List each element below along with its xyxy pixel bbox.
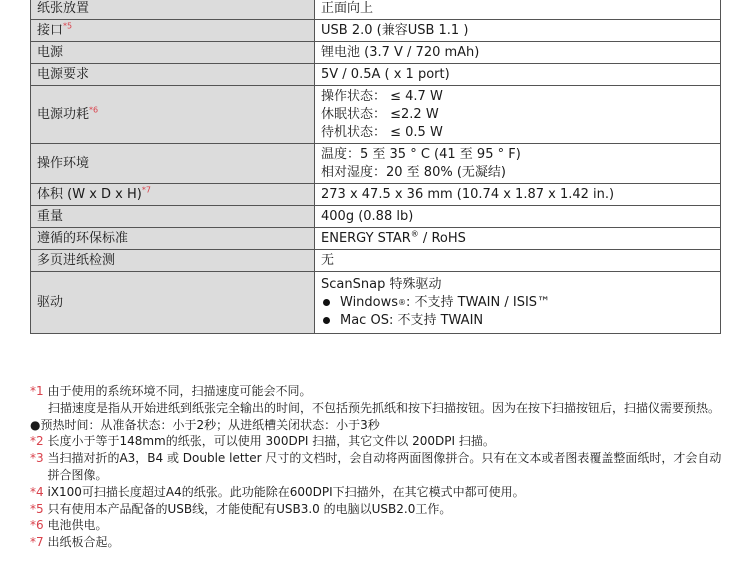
spec-value-cell: [315, 144, 721, 184]
footnote-ref: *7: [141, 185, 151, 195]
spec-label: 电源: [37, 44, 64, 60]
spec-label-cell: [31, 184, 315, 206]
spec-label: 接口: [37, 22, 64, 38]
footnote: [30, 501, 730, 518]
spec-row: [31, 0, 721, 20]
footnote: [30, 534, 730, 551]
spec-value-line: 休眠状态： ≤2.2 W: [321, 106, 439, 122]
spec-row: [31, 144, 721, 184]
spec-label-cell: [31, 250, 315, 272]
spec-value-cell: [315, 86, 721, 144]
footnote-ref: *5: [63, 21, 73, 31]
footnote-text: iX100可扫描长度超过A4的纸张。此功能除在600DPI下扫描外，在其它模式中都可使用。: [47, 484, 525, 499]
spec-value-line: ScanSnap 特殊驱动: [321, 276, 442, 292]
mac-text: Mac OS: 不支持 TWAIN: [340, 312, 484, 328]
spec-label-cell: [31, 144, 315, 184]
spec-label: 电源要求: [37, 66, 90, 82]
eco-standard: [321, 230, 714, 248]
driver-mac: [321, 312, 714, 330]
spec-value-line: 无: [321, 252, 335, 268]
footnote: [30, 417, 730, 434]
spec-label-cell: [31, 0, 315, 20]
footnote: [30, 517, 730, 534]
footnote-text: 出纸板合起。: [47, 535, 120, 550]
spec-row: [31, 20, 721, 42]
spec-value-line: 400g (0.88 lb): [321, 208, 414, 224]
spec-value-cell: [315, 206, 721, 228]
bullet-icon: [323, 317, 330, 324]
spec-value-line: 操作状态： ≤ 4.7 W: [321, 88, 443, 104]
footnote: [30, 433, 730, 450]
registered-mark: ®: [410, 229, 419, 239]
spec-value-cell: [315, 42, 721, 64]
spec-row: [31, 206, 721, 228]
spec-row: [31, 184, 721, 206]
footnote-mark: *5: [30, 501, 48, 516]
bullet-icon: [323, 299, 330, 306]
spec-value-line: 相对湿度：20 至 80% (无凝结): [321, 164, 506, 180]
spec-row: [31, 86, 721, 144]
spec-value-line: USB 2.0 (兼容USB 1.1 ): [321, 22, 469, 38]
spec-value-line: 273 x 47.5 x 36 mm (10.74 x 1.87 x 1.42 in.): [321, 186, 615, 202]
spec-label: 多页进纸检测: [37, 252, 116, 268]
spec-value-line: 锂电池 (3.7 V / 720 mAh): [321, 44, 480, 60]
spec-value-cell: [315, 272, 721, 334]
windows-support-text: : 不支持 TWAIN / ISIS™: [406, 294, 551, 310]
footnote-text: 只有使用本产品配备的USB线，才能使配有USB3.0 的电脑以USB2.0工作。: [47, 501, 452, 516]
footnote-text: 由于使用的系统环境不同，扫描速度可能会不同。: [47, 384, 312, 398]
spec-row: [31, 250, 721, 272]
footnote-mark: *1: [30, 384, 48, 398]
spec-label: 遵循的环保标准: [37, 230, 129, 246]
spec-label-cell: [31, 272, 315, 334]
spec-label: 重量: [37, 208, 64, 224]
footnote-text: 长度小于等于148mm的纸张，可以使用 300DPI 扫描，其它文件以 200DPI 扫描。: [47, 434, 495, 449]
footnote-text: ●预热时间：从准备状态：小于2秒；从进纸槽关闭状态：小于3秒: [30, 417, 380, 432]
spec-value-cell: [315, 228, 721, 250]
spec-label: 电源功耗: [37, 106, 90, 122]
spec-label: 操作环境: [37, 155, 90, 171]
windows-text: Windows: [340, 294, 399, 310]
spec-value-cell: [315, 250, 721, 272]
spec-value-line: 正面向上: [321, 0, 374, 16]
footnote-text: 扫描速度是指从开始进纸到纸张完全输出的时间，不包括预先抓纸和按下扫描按钮。因为在按下扫描按钮后，扫描仪需要预热。: [48, 400, 721, 415]
spec-label-cell: [31, 86, 315, 144]
footnote-ref: *6: [89, 105, 99, 115]
spec-label: 驱动: [37, 294, 64, 310]
spec-label: 纸张放置: [37, 0, 90, 16]
footnote: [30, 400, 730, 417]
spec-row: [31, 228, 721, 250]
spec-label-cell: [31, 20, 315, 42]
spec-value-cell: [315, 0, 721, 20]
footnote: [30, 383, 730, 400]
spec-label-cell: [31, 64, 315, 86]
footnote: [30, 450, 730, 484]
spec-row: [31, 64, 721, 86]
footnotes: [30, 383, 730, 551]
footnote-mark: *6: [30, 518, 48, 533]
rohs-text: / RoHS: [418, 230, 466, 246]
footnote-mark: *4: [30, 484, 48, 499]
spec-value-cell: [315, 64, 721, 86]
spec-label-cell: [31, 42, 315, 64]
spec-label: 体积 (W x D x H): [37, 186, 142, 202]
spec-value-line: 温度：5 至 35 ° C (41 至 95 ° F): [321, 146, 521, 162]
spec-row: [31, 42, 721, 64]
footnote-mark: *7: [30, 535, 48, 550]
footnote-mark: *3: [30, 451, 48, 466]
spec-value-cell: [315, 20, 721, 42]
spec-value-line: 5V / 0.5A ( x 1 port): [321, 66, 450, 82]
footnote-text: 电池供电。: [47, 518, 108, 533]
spec-row: [31, 272, 721, 334]
footnote: [30, 484, 730, 501]
spec-table: [30, 0, 721, 334]
spec-label-cell: [31, 228, 315, 250]
spec-value-cell: [315, 184, 721, 206]
driver-windows: Windows ® : 不支持 TWAIN / ISIS™: [321, 294, 714, 312]
spec-value-line: 待机状态： ≤ 0.5 W: [321, 124, 443, 140]
spec-label-cell: [31, 206, 315, 228]
energy-star-text: ENERGY STAR: [321, 230, 411, 246]
footnote-text: 当扫描对折的A3，B4 或 Double letter 尺寸的文档时，会自动将两面图像拼合。只有在文本或者图表覆盖整面纸时，才会自动拼合图像。: [47, 451, 722, 482]
footnote-mark: *2: [30, 434, 48, 449]
